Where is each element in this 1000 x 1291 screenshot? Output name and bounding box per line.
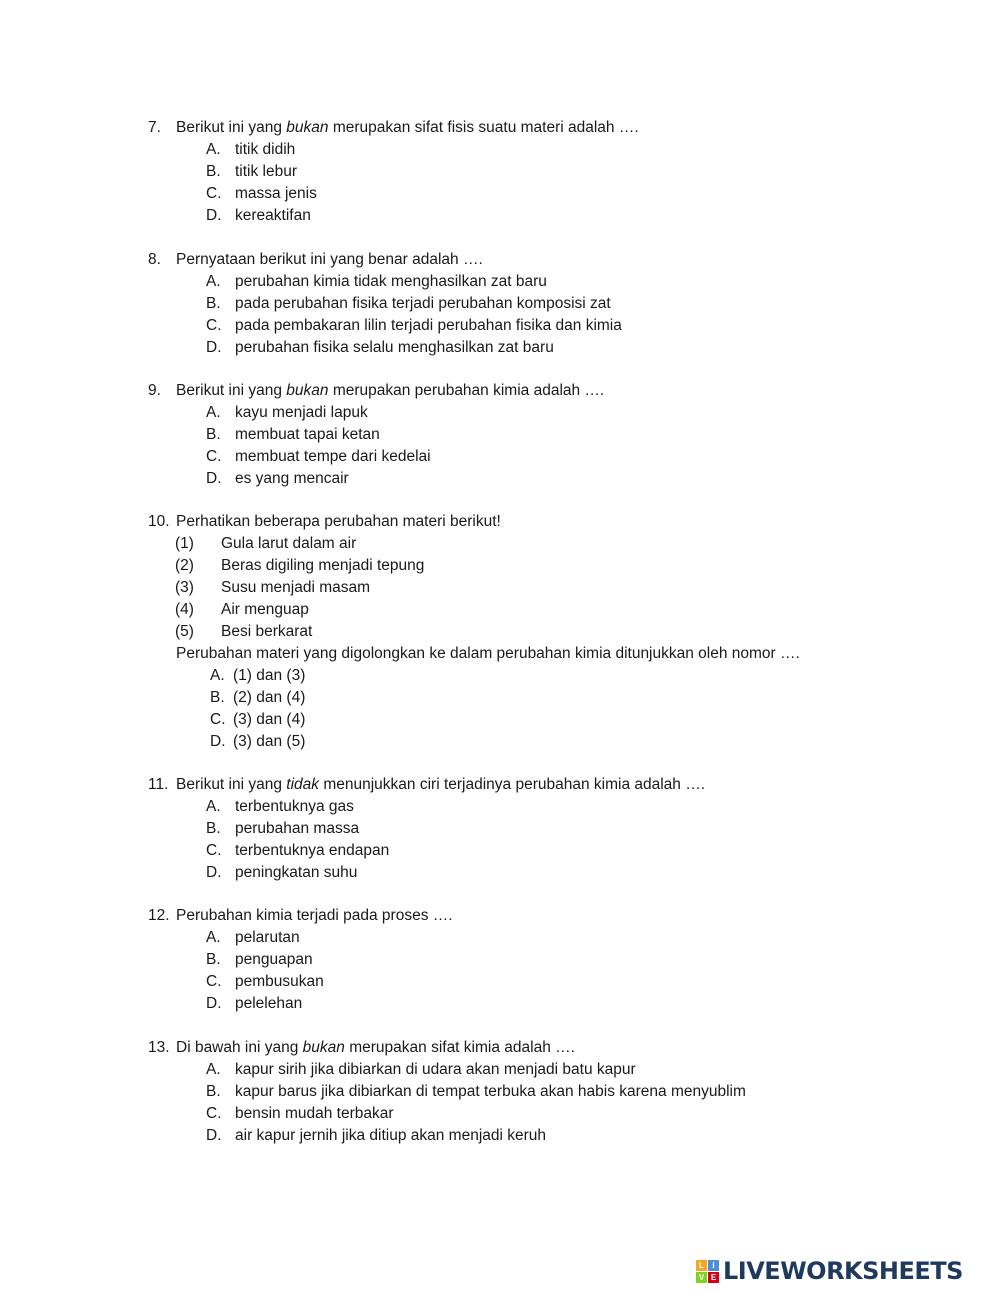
option-b[interactable]: B. membuat tapai ketan	[206, 426, 380, 443]
option-b[interactable]: B. pada perubahan fisika terjadi perubahan komposisi zat	[206, 295, 611, 312]
option-c[interactable]: C. pembusukan	[206, 973, 324, 990]
question-text: Pernyataan berikut ini yang benar adalah ….	[176, 251, 483, 268]
question-number: 9.	[148, 382, 161, 399]
option-a[interactable]: A. pelarutan	[206, 929, 300, 946]
question-text: Berikut ini yang bukan merupakan perubahan kimia adalah ….	[176, 382, 605, 399]
question-text: Perubahan kimia terjadi pada proses ….	[176, 907, 453, 924]
question-8	[148, 249, 968, 359]
question-number: 11.	[148, 776, 169, 793]
question-number: 13.	[148, 1039, 170, 1056]
option-a[interactable]: A. terbentuknya gas	[206, 798, 354, 815]
option-b[interactable]: B. (2) dan (4)	[210, 689, 306, 706]
statement-item: (3) Susu menjadi masam	[175, 579, 371, 596]
question-number: 10.	[148, 513, 170, 530]
question-number: 8.	[148, 251, 161, 268]
liveworksheets-logo-icon: L I V E	[696, 1260, 719, 1283]
option-d[interactable]: D. es yang mencair	[206, 470, 349, 487]
liveworksheets-logo[interactable]	[696, 1258, 963, 1284]
option-c[interactable]: C. terbentuknya endapan	[206, 842, 390, 859]
option-b[interactable]: B. kapur barus jika dibiarkan di tempat terbuka akan habis karena menyublim	[206, 1083, 746, 1100]
statement-item: (1) Gula larut dalam air	[175, 535, 357, 552]
option-a[interactable]: A. kayu menjadi lapuk	[206, 404, 368, 421]
statement-item: (5) Besi berkarat	[175, 623, 313, 640]
question-13	[148, 1037, 968, 1147]
logo-text: LIVEWORKSHEETS	[723, 1257, 963, 1285]
option-b[interactable]: B. perubahan massa	[206, 820, 360, 837]
question-text: Di bawah ini yang bukan merupakan sifat kimia adalah ….	[176, 1039, 575, 1056]
statement-item: (2) Beras digiling menjadi tepung	[175, 557, 425, 574]
option-b[interactable]: B. titik lebur	[206, 163, 298, 180]
question-9	[148, 380, 968, 490]
option-a[interactable]: A. titik didih	[206, 141, 296, 158]
option-c[interactable]: C. pada pembakaran lilin terjadi perubahan fisika dan kimia	[206, 317, 622, 334]
option-d[interactable]: D. peningkatan suhu	[206, 864, 358, 881]
option-c[interactable]: C. membuat tempe dari kedelai	[206, 448, 431, 465]
statement-item: (4) Air menguap	[175, 601, 309, 618]
question-12	[148, 905, 968, 1015]
option-a[interactable]: A. kapur sirih jika dibiarkan di udara akan menjadi batu kapur	[206, 1061, 636, 1078]
question-text: Perhatikan beberapa perubahan materi berikut!	[176, 513, 501, 530]
option-d[interactable]: D. air kapur jernih jika ditiup akan menjadi keruh	[206, 1127, 547, 1144]
option-d[interactable]: D. (3) dan (5)	[210, 733, 306, 750]
question-10	[148, 511, 968, 753]
option-b[interactable]: B. penguapan	[206, 951, 313, 968]
option-a[interactable]: A. (1) dan (3)	[210, 667, 306, 684]
option-d[interactable]: D. kereaktifan	[206, 207, 311, 224]
option-c[interactable]: C. bensin mudah terbakar	[206, 1105, 394, 1122]
question-number: 7.	[148, 119, 161, 136]
question-number: 12.	[148, 907, 170, 924]
option-c[interactable]: C. (3) dan (4)	[210, 711, 306, 728]
question-text: Berikut ini yang tidak menunjukkan ciri terjadinya perubahan kimia adalah ….	[176, 776, 706, 793]
option-c[interactable]: C. massa jenis	[206, 185, 317, 202]
option-a[interactable]: A. perubahan kimia tidak menghasilkan zat baru	[206, 273, 547, 290]
question-7	[148, 117, 968, 227]
question-prompt: Perubahan materi yang digolongkan ke dalam perubahan kimia ditunjukkan oleh nomor ….	[176, 645, 800, 662]
question-11	[148, 774, 968, 884]
question-text: Berikut ini yang bukan merupakan sifat fisis suatu materi adalah ….	[176, 119, 639, 136]
option-d[interactable]: D. pelelehan	[206, 995, 303, 1012]
option-d[interactable]: D. perubahan fisika selalu menghasilkan zat baru	[206, 339, 554, 356]
